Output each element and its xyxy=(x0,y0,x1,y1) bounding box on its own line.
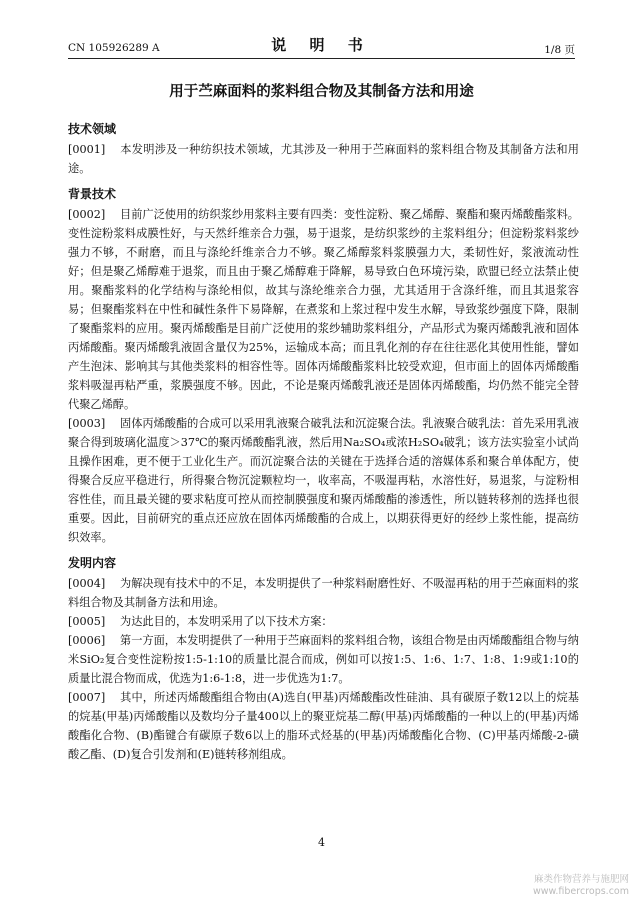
paragraph-number: [0004] xyxy=(68,577,106,590)
paragraph-number: [0003] xyxy=(68,417,106,430)
paragraph-number: [0001] xyxy=(68,143,106,156)
section-heading: 发明内容 xyxy=(68,556,117,570)
paragraph xyxy=(68,140,579,178)
page-header xyxy=(68,32,575,59)
watermark-url: www.fibercrops.com xyxy=(532,886,629,897)
page-indicator: 1/8 页 xyxy=(544,44,575,56)
paragraph-number: [0002] xyxy=(68,208,106,221)
document-type: 说 明 书 xyxy=(271,36,372,54)
paragraph-number: [0007] xyxy=(68,691,106,704)
document-body xyxy=(68,116,579,764)
page-number: 4 xyxy=(318,836,325,849)
paragraph-text: 本发明涉及一种纺织技术领域，尤其涉及一种用于苎麻面料的浆料组合物及其制备方法和用途。 xyxy=(68,143,579,175)
paragraph xyxy=(68,688,579,764)
paragraph-text: 第一方面，本发明提供了一种用于苎麻面料的浆料组合物，该组合物是由丙烯酸酯组合物与纳米SiO₂复合变性淀粉按1:5-1:10的质量比混合而成，例如可以按1:5、1:6、1:7、1:8、1:9或1:10的质量比混合物而成，优选为1:6-1:8，进一步优选为1:7。 xyxy=(68,634,579,685)
watermark xyxy=(533,874,629,898)
paragraph-text: 目前广泛使用的纺织浆纱用浆料主要有四类：变性淀粉、聚乙烯醇、聚酯和聚丙烯酸酯浆料。变性淀粉浆料成膜性好，与天然纤维亲合力强，易于退浆，是纺织浆纱的主浆料组分；但淀粉浆料浆纱强力不够，不耐磨，而且与涤纶纤维亲合力不够。聚乙烯醇浆料浆膜强力大，柔韧性好，浆液流动性好；但是聚乙烯醇难于退浆，而且由于聚乙烯醇难于降解，易导致白色环境污染，欧盟已经立法禁止使用。聚酯浆料的化学结构与涤纶相似，故其与涤纶维亲合力强，尤其适用于含涤纤维，而且其退浆容易；但聚酯浆料在中性和碱性条件下易降解，在煮浆和上浆过程中发生水解，导致浆纱强度下降，限制了聚酯浆料的应用。聚丙烯酸酯是目前广泛使用的浆纱辅助浆料组分，产品形式为聚丙烯酸乳液和固体丙烯酸酯。聚丙烯酸乳液固含量仅为25%，运输成本高；而且乳化剂的存在往往恶化其使用性能，譬如产生泡沫、影响其与其他类浆料的相容性等。固体丙烯酸酯浆料比较受欢迎，但市面上的固体丙烯酸酯浆料吸湿再粘严重，浆膜强度不够。因此，不论是聚丙烯酸乳液还是固体丙烯酸酯，均仍然不能完全替代聚乙烯醇。 xyxy=(68,208,579,411)
patent-number: CN 105926289 A xyxy=(68,42,160,54)
paragraph-text: 其中，所述丙烯酸酯组合物由(A)选自(甲基)丙烯酸酯改性硅油、具有碳原子数12以上的烷基的烷基(甲基)丙烯酸酯以及数均分子量400以上的聚亚烷基二醇(甲基)丙烯酸酯的一种以上的(甲基)丙烯酸酯化合物、(B)酯键合有碳原子数6以上的脂环式烃基的(甲基)丙烯酸酯化合物、(C)甲基丙烯酸-2-磺酸乙酯、(D)复合引发剂和(E)链转移剂组成。 xyxy=(68,691,579,761)
paragraph-text: 为达此目的，本发明采用了以下技术方案： xyxy=(120,615,333,628)
document-title: 用于苎麻面料的浆料组合物及其制备方法和用途 xyxy=(169,84,474,100)
paragraph-text: 为解决现有技术中的不足，本发明提供了一种浆料耐磨性好、不吸湿再粘的用于苎麻面料的浆料组合物及其制备方法和用途。 xyxy=(68,577,579,609)
paragraph xyxy=(68,631,579,688)
section-heading: 技术领域 xyxy=(68,122,117,136)
paragraph xyxy=(68,414,579,547)
section-heading: 背景技术 xyxy=(68,187,117,201)
paragraph xyxy=(68,612,579,631)
paragraph xyxy=(68,205,579,414)
watermark-site-name: 麻类作物营养与施肥网 xyxy=(533,874,629,885)
paragraph-text: 固体丙烯酸酯的合成可以采用乳液聚合破乳法和沉淀聚合法。乳液聚合破乳法：首先采用乳液聚合得到玻璃化温度＞37℃的聚丙烯酸酯乳液，然后用Na₂SO₄或浓H₂SO₄破乳；该方法实验室小试尚且操作困难，更不便于工业化生产。而沉淀聚合法的关键在于选择合适的溶媒体系和聚合单体配方，使得聚合反应平稳进行，所得聚合物沉淀颗粒均一，收率高，不吸湿再粘，水溶性好，易退浆，与淀粉相容性佳，而且最关键的要求粘度可控从而控制膜强度和聚丙烯酸酯的渗透性，所以链转移剂的选择也很重要。因此，目前研究的重点还应放在固体丙烯酸酯的合成上，以期获得更好的经纱上浆性能，提高纺织效率。 xyxy=(68,417,579,544)
paragraph-number: [0006] xyxy=(68,634,106,647)
paragraph xyxy=(68,574,579,612)
paragraph-number: [0005] xyxy=(68,615,106,628)
